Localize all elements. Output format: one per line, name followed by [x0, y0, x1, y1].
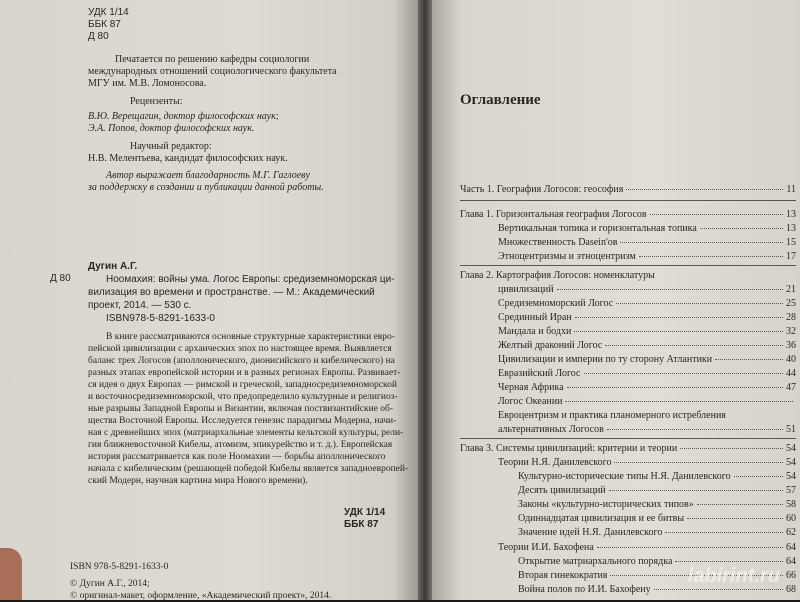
- toc-section-dasein[interactable]: Множественность Dasein'ов 15: [498, 237, 796, 248]
- editor-label: Научный редактор:: [130, 141, 212, 152]
- toc-subsection-matriarchy[interactable]: Открытие матриархального порядка 64: [518, 556, 796, 567]
- watermark: labirint.ru: [687, 565, 780, 587]
- udk-top: УДК 1/14: [88, 7, 129, 18]
- toc-chapter-2[interactable]: Глава 2. Картография Логосов: номенклатуры: [460, 270, 655, 281]
- decision-line-1: Печатается по решению кафедры социологии: [115, 54, 310, 65]
- abstract-line-11: история рассматривается как поле Ноомахии — борьбы аполлонического: [88, 452, 386, 462]
- toc-chapter-1[interactable]: Глава 1. Горизонтальная география Логосов 13: [460, 209, 796, 220]
- right-page: [432, 0, 800, 600]
- toc-section-oceania[interactable]: Логос Океании: [498, 397, 796, 407]
- udk-bottom: УДК 1/14: [344, 507, 386, 518]
- toc-divider-3: [460, 438, 796, 439]
- toc-section-bachofen[interactable]: Теории И.И. Бахофена 64: [498, 542, 796, 553]
- toc-subsection-war-of-sexes[interactable]: Война полов по И.И. Бахофену 68: [518, 584, 796, 595]
- toc-section-mediterranean[interactable]: Средиземноморский Логос 25: [498, 298, 796, 309]
- thanks-line-2: за поддержку в создании и публикации данной работы.: [88, 182, 324, 193]
- toc-subsection-meaning[interactable]: Значение идей Н.Я. Данилевского 62: [518, 527, 796, 538]
- catalog-line-1: Ноомахия: войны ума. Логос Европы: средиземноморская ци-: [106, 274, 395, 285]
- toc-chapter-2-cont[interactable]: цивилизаций 21: [498, 284, 796, 295]
- toc-subsection-gynecocracy[interactable]: Вторая гинекократия 66: [518, 570, 796, 581]
- book-gutter: [418, 0, 432, 600]
- toc-subsection-laws[interactable]: Законы «культурно-исторических типов» 58: [518, 499, 796, 510]
- reviewers-label: Рецензенты:: [130, 96, 183, 107]
- toc-section-africa[interactable]: Черная Африка 47: [498, 382, 796, 393]
- catalog-line-2: вилизация во времени и пространстве. — М.: Академический: [88, 287, 375, 298]
- toc-section-eurocentrism[interactable]: Евроцентризм и практика планомерного истребления: [498, 410, 726, 421]
- toc-section-dragon[interactable]: Желтый драконий Логос 36: [498, 340, 796, 351]
- toc-divider-2: [460, 265, 796, 266]
- toc-section-eurocentrism-cont[interactable]: альтернативных Логосов 51: [498, 424, 796, 435]
- abstract-line-7: ные разрывы Западной Европы и Византии, включая поствизантийские об-: [88, 404, 394, 414]
- catalog-author: Дугин А.Г.: [88, 261, 138, 272]
- thumb: [0, 548, 22, 600]
- toc-section-ethnocentrism[interactable]: Этноцентризмы и этноцентризм 17: [498, 251, 796, 262]
- abstract-line-10: гия ближневосточной Кибелы, атомизм, эпикурейство и т. д.). Европейская: [88, 440, 393, 450]
- abstract-line-3: баланс трех Логосов (аполлонического, дионисийского и кибелического) на: [88, 356, 395, 366]
- abstract-line-1: В книге рассматриваются основные структурные характеристики евро-: [106, 332, 395, 342]
- bbk-bottom: ББК 87: [344, 519, 379, 530]
- catalog-line-3: проект, 2014. — 530 с.: [88, 300, 192, 311]
- catalog-isbn: ISBN978-5-8291-1633-0: [106, 313, 215, 324]
- toc-section-atlantic[interactable]: Цивилизации и империи по ту сторону Атлантики 40: [498, 354, 796, 365]
- abstract-line-2: пейской цивилизации с архаических эпох по настоящее время. Выявляется: [88, 344, 392, 354]
- copyright-1: © Дугин А.Г., 2014;: [70, 579, 150, 589]
- reviewer-1: В.Ю. Верещагин, доктор философских наук;: [88, 111, 280, 122]
- toc-subsection-eleventh[interactable]: Одиннадцатая цивилизация и ее битвы 60: [518, 513, 796, 524]
- reviewer-2: Э.А. Попов, доктор философских наук.: [88, 123, 255, 134]
- decision-line-2: международных отношений социологического факультета: [88, 66, 337, 77]
- toc-chapter-3[interactable]: Глава 3. Системы цивилизаций: критерии и теории 54: [460, 443, 796, 454]
- editor-name: Н.В. Мелентьева, кандидат философских наук.: [88, 153, 288, 164]
- abstract-line-4: разных этапах европейской истории и в разных регионах Европы. Развивает-: [88, 368, 401, 378]
- abstract-line-5: ся идея о двух Европах — римской и греческой, западносредиземноморской: [88, 380, 397, 390]
- toc-section-danilevsky[interactable]: Теории Н.Я. Данилевского 54: [498, 457, 796, 468]
- abstract-line-9: ная с древнейших эпох (матриархальные элементы кельтской культуры, рели-: [88, 428, 404, 438]
- abstract-line-13: ский Модерн, научная картина мира Нового времени).: [88, 476, 308, 486]
- bbk-top: ББК 87: [88, 19, 121, 30]
- toc-part-1[interactable]: Часть 1. География Логосов: геософия 11: [460, 184, 796, 195]
- toc-section-vertical-topics[interactable]: Вертикальная топика и горизонтальная топика 13: [498, 223, 796, 234]
- copyright-2: © оригинал-макет, оформление, «Академический проект», 2014.: [70, 591, 332, 601]
- toc-section-eurasian[interactable]: Евразийский Логос 44: [498, 368, 796, 379]
- abstract-line-8: щества Восточной Европы. Исследуется генезис парадигмы Модерна, начи-: [88, 416, 397, 426]
- toc-subsection-types[interactable]: Культурно-исторические типы Н.Я. Данилевского 54: [518, 471, 796, 482]
- d80-top: Д 80: [88, 31, 109, 42]
- catalog-code: Д 80: [50, 273, 71, 284]
- decision-line-3: МГУ им. М.В. Ломоносова.: [88, 78, 207, 89]
- abstract-line-6: и восточносредиземноморской, что предопределило культурные и религиоз-: [88, 392, 398, 402]
- toc-subsection-ten[interactable]: Десять цивилизаций 57: [518, 485, 796, 496]
- toc-title: Оглавление: [460, 92, 541, 108]
- thanks-line-1: Автор выражает благодарность М.Г. Гаглоеву: [106, 170, 310, 181]
- toc-section-iran[interactable]: Срединный Иран 28: [498, 312, 796, 323]
- toc-section-mandala[interactable]: Мандала и бодхи 32: [498, 326, 796, 337]
- isbn-bottom: ISBN 978-5-8291-1633-0: [70, 562, 169, 572]
- abstract-line-12: начала с кибелическим (решающей победой Кибелы является западноевропей-: [88, 464, 409, 474]
- toc-divider-1: [460, 200, 796, 201]
